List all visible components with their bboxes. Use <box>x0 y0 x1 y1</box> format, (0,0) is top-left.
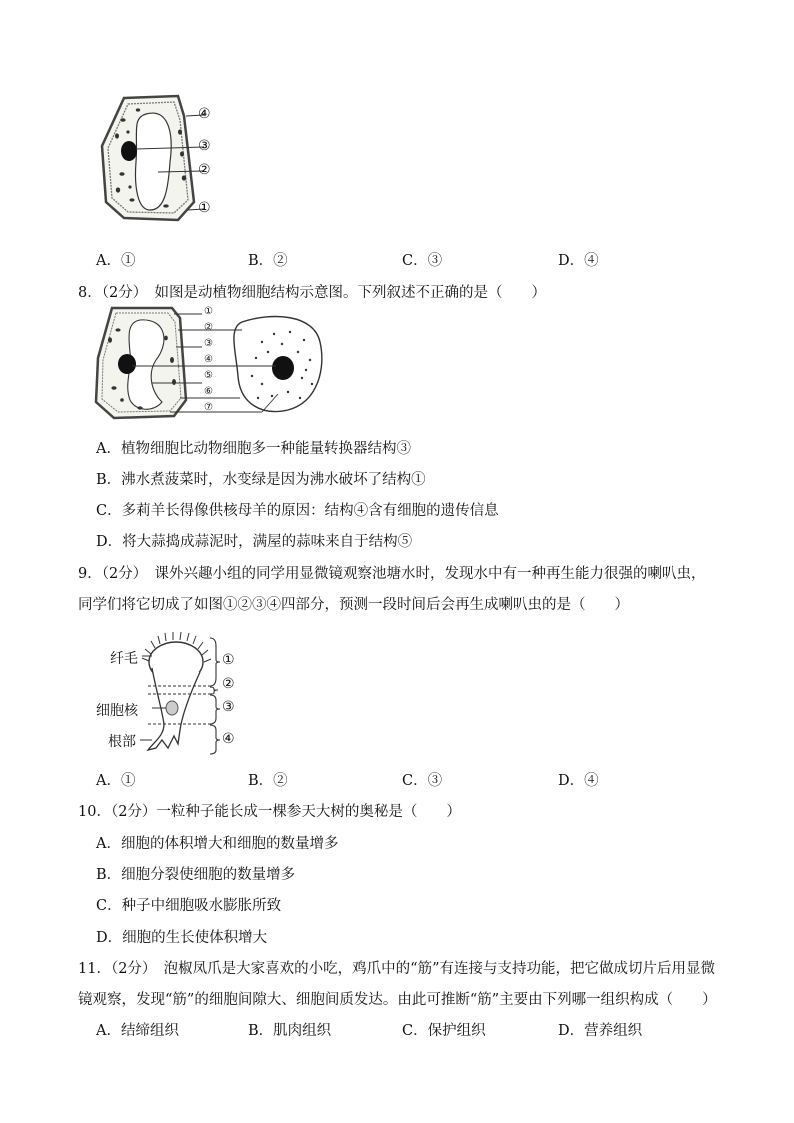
q8-option-b[interactable]: B．沸水煮菠菜时，水变绿是因为沸水破坏了结构① <box>96 472 426 488</box>
q9-label-part1: ① <box>222 652 235 668</box>
q11-option-b[interactable]: B．肌肉组织 <box>248 1023 332 1039</box>
q8-stem: 8．（2分） 如图是动植物细胞结构示意图。下列叙述不正确的是（ ） <box>78 285 546 301</box>
q11-stem-line1: 11．（2分） 泡椒凤爪是大家喜欢的小吃，鸡爪中的“筋”有连接与支持功能，把它做成切片后用显微 <box>78 961 715 977</box>
q9-label-part2: ② <box>222 676 235 692</box>
q10-stem: 10．（2分）一粒种子能长成一棵参天大树的奥秘是（ ） <box>78 804 461 820</box>
q9-label-nucleus: 细胞核 <box>96 703 138 719</box>
q9-stem-line1: 9．（2分） 课外兴趣小组的同学用显微镜观察池塘水时，发现水中有一种再生能力很强的喇叭虫， <box>78 566 706 582</box>
q8-label-6: ⑥ <box>204 386 213 397</box>
q8-label-3: ③ <box>204 338 213 349</box>
q7-option-a[interactable]: A．① <box>96 253 136 269</box>
q10-option-a[interactable]: A．细胞的体积增大和细胞的数量增多 <box>96 836 339 852</box>
q8-option-a[interactable]: A．植物细胞比动物细胞多一种能量转换器结构③ <box>96 441 411 457</box>
q9-option-a[interactable]: A．① <box>96 773 136 789</box>
q11-option-c[interactable]: C．保护组织 <box>402 1023 486 1039</box>
q9-label-root: 根部 <box>108 734 136 750</box>
q9-option-b[interactable]: B．② <box>248 773 288 789</box>
q10-option-c[interactable]: C．种子中细胞吸水膨胀所致 <box>96 898 282 914</box>
q11-option-d[interactable]: D．营养组织 <box>558 1023 643 1039</box>
q7-label-1: ① <box>198 200 211 216</box>
q7-cell-figure <box>98 92 248 227</box>
q9-option-d[interactable]: D．④ <box>558 773 599 789</box>
q7-option-c[interactable]: C．③ <box>402 253 443 269</box>
q7-label-4: ④ <box>198 106 211 122</box>
q8-label-7: ⑦ <box>204 402 213 413</box>
q7-label-3: ③ <box>198 138 211 154</box>
q7-option-d[interactable]: D．④ <box>558 253 599 269</box>
q8-option-c[interactable]: C．多莉羊长得像供核母羊的原因：结构④含有细胞的遗传信息 <box>96 503 499 519</box>
q7-option-b[interactable]: B．② <box>248 253 288 269</box>
q9-option-c[interactable]: C．③ <box>402 773 443 789</box>
q10-option-b[interactable]: B．细胞分裂使细胞的数量增多 <box>96 867 296 883</box>
q10-option-d[interactable]: D．细胞的生长使体积增大 <box>96 930 268 946</box>
q8-label-4: ④ <box>204 354 213 365</box>
q8-label-1: ① <box>204 306 213 317</box>
q7-label-2: ② <box>198 162 211 178</box>
q8-label-2: ② <box>204 322 213 333</box>
q9-stem-line2: 同学们将它切成了如图①②③④四部分，预测一段时间后会再生成喇叭虫的是（ ） <box>78 597 629 613</box>
plant-cell-diagram <box>98 92 248 227</box>
q11-stem-line2: 镜观察，发现“筋”的细胞间隙大、细胞间质发达。由此可推断“筋”主要由下列哪一组织构成（ ） <box>78 992 717 1008</box>
q11-option-a[interactable]: A．结缔组织 <box>96 1023 179 1039</box>
q8-option-d[interactable]: D．将大蒜捣成蒜泥时，满屋的蒜味来自于结构⑤ <box>96 534 413 550</box>
q9-label-cilia: 纤毛 <box>110 651 138 667</box>
q9-label-part4: ④ <box>222 731 235 747</box>
q8-label-5: ⑤ <box>204 370 213 381</box>
q9-label-part3: ③ <box>222 699 235 715</box>
q8-figure-labels <box>204 304 213 416</box>
